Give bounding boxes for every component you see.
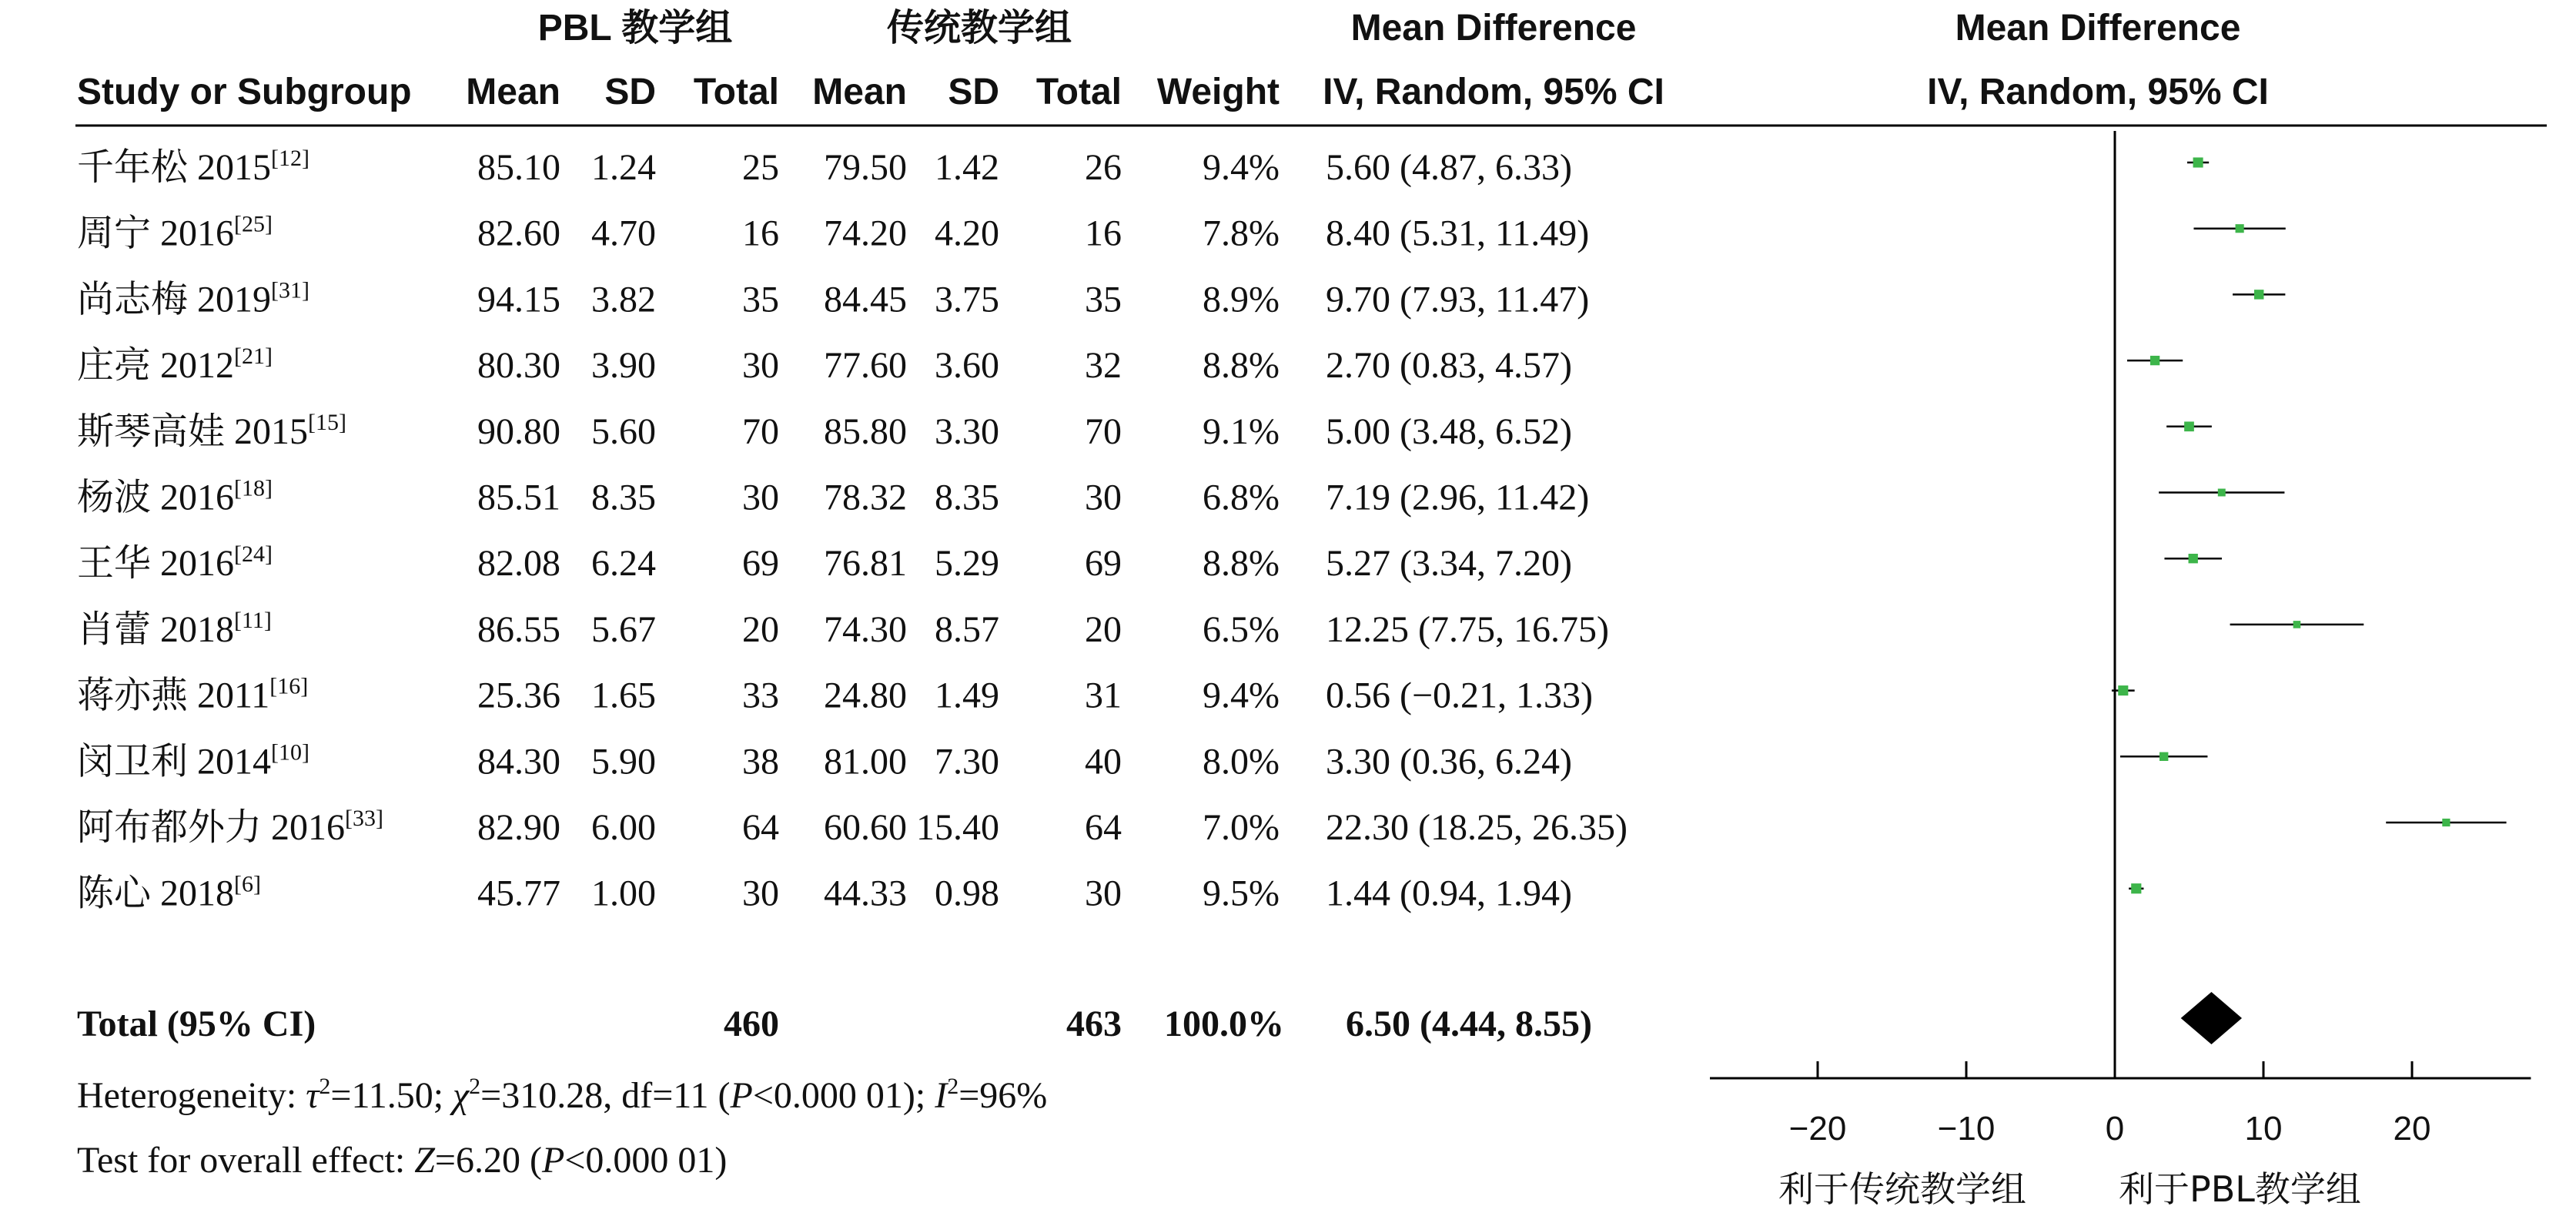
md-method-header: IV, Random, 95% CI [1323, 72, 1664, 112]
study-ci: 7.19 (2.96, 11.42) [1326, 477, 1590, 518]
col-mean2-header: Mean [812, 72, 907, 112]
overall-effect-text: Test for overall effect: Z=6.20 (P<0.000 01) [77, 1140, 728, 1181]
study-rows [77, 146, 1628, 914]
study-name: 肖蕾 2018[11] [77, 607, 272, 650]
study-weight: 7.8% [1203, 213, 1280, 254]
study-ci: 3.30 (0.36, 6.24) [1326, 741, 1572, 782]
study-weight: 8.8% [1203, 345, 1280, 387]
study-sd1: 6.00 [591, 807, 656, 848]
study-mean2: 76.81 [824, 543, 907, 585]
study-sd2: 5.29 [935, 543, 999, 585]
study-total1: 20 [742, 608, 779, 650]
forest-plot-area [1710, 131, 2531, 1148]
total-label: Total (95% CI) [77, 1004, 316, 1044]
study-mean1: 82.08 [477, 543, 560, 585]
x-tick-label: 20 [2393, 1110, 2431, 1148]
total-ci: 6.50 (4.44, 8.55) [1346, 1004, 1592, 1044]
study-sd1: 1.24 [591, 147, 656, 188]
study-point-estimate [2254, 290, 2263, 299]
study-mean1: 94.15 [477, 279, 560, 320]
study-point-estimate [2293, 621, 2301, 628]
study-row [77, 739, 1572, 782]
study-ci: 2.70 (0.83, 4.57) [1326, 345, 1572, 387]
col-total1-header: Total [693, 72, 779, 112]
study-mean1: 85.51 [477, 477, 560, 518]
study-sd2: 8.57 [935, 608, 999, 650]
total-weight: 100.0% [1164, 1004, 1284, 1044]
study-ci: 5.60 (4.87, 6.33) [1326, 147, 1572, 188]
study-row [77, 277, 1589, 320]
study-sd2: 7.30 [935, 741, 999, 782]
x-tick-label: 0 [2105, 1110, 2125, 1148]
study-mean2: 79.50 [824, 147, 907, 188]
md-title-header: Mean Difference [1350, 8, 1637, 49]
study-sd1: 5.67 [591, 608, 656, 650]
study-sd2: 0.98 [935, 873, 999, 914]
study-name: 阿布都外力 2016[33] [77, 806, 383, 848]
study-point-estimate [2131, 883, 2141, 893]
study-row [77, 410, 1572, 452]
study-total1: 25 [742, 147, 779, 188]
study-total2: 16 [1085, 213, 1122, 254]
study-total1: 64 [742, 807, 779, 848]
study-ci: 9.70 (7.93, 11.47) [1326, 279, 1590, 320]
study-weight: 6.5% [1203, 608, 1280, 650]
study-mean2: 84.45 [824, 279, 907, 320]
study-total2: 70 [1085, 410, 1122, 452]
study-total2: 30 [1085, 477, 1122, 518]
study-ci: 22.30 (18.25, 26.35) [1326, 807, 1628, 848]
col-study-header: Study or Subgroup [77, 72, 412, 112]
study-mean1: 85.10 [477, 147, 560, 188]
study-mean1: 45.77 [477, 873, 560, 914]
study-total1: 16 [742, 213, 779, 254]
study-row [77, 343, 1572, 386]
study-mean2: 74.30 [824, 608, 907, 650]
study-row [77, 212, 1589, 254]
study-mean2: 24.80 [824, 675, 907, 716]
study-mean1: 82.60 [477, 213, 560, 254]
study-point-estimate [2193, 157, 2203, 167]
x-tick-label: 10 [2244, 1110, 2283, 1148]
study-point-estimate [2189, 554, 2198, 563]
col-mean1-header: Mean [466, 72, 560, 112]
favours-control-label: 利于传统教学组 [1778, 1168, 2026, 1210]
study-row [77, 674, 1593, 716]
group1-header: PBL 教学组 [537, 8, 733, 49]
study-total1: 35 [742, 279, 779, 320]
study-mean2: 78.32 [824, 477, 907, 518]
study-total2: 32 [1085, 345, 1122, 387]
study-ci: 5.27 (3.34, 7.20) [1326, 543, 1572, 585]
study-sd2: 3.30 [935, 410, 999, 452]
col-sd2-header: SD [948, 72, 999, 112]
study-ci: 8.40 (5.31, 11.49) [1326, 213, 1590, 254]
study-total1: 30 [742, 873, 779, 914]
study-sd2: 3.60 [935, 345, 999, 387]
study-total2: 26 [1085, 147, 1122, 188]
study-total1: 38 [742, 741, 779, 782]
plot-method-header: IV, Random, 95% CI [1927, 72, 2269, 112]
study-name: 王华 2016[24] [77, 541, 273, 585]
plot-title-header: Mean Difference [1955, 8, 2241, 49]
study-sd1: 8.35 [591, 477, 656, 518]
study-sd1: 4.70 [591, 213, 656, 254]
study-sd1: 5.60 [591, 410, 656, 452]
study-sd1: 3.90 [591, 345, 656, 387]
study-sd2: 15.40 [916, 807, 999, 848]
study-ci: 12.25 (7.75, 16.75) [1326, 608, 1609, 650]
x-tick-label: −10 [1937, 1110, 1996, 1148]
study-weight: 7.0% [1203, 807, 1280, 848]
study-name: 千年松 2015[12] [77, 146, 309, 188]
study-total1: 33 [742, 675, 779, 716]
study-sd2: 1.49 [935, 675, 999, 716]
col-sd1-header: SD [604, 72, 656, 112]
study-total2: 31 [1085, 675, 1122, 716]
study-total2: 64 [1085, 807, 1122, 848]
study-name: 陈心 2018[6] [77, 871, 261, 914]
study-total2: 69 [1085, 543, 1122, 585]
total-n1: 460 [724, 1004, 779, 1044]
study-total2: 30 [1085, 873, 1122, 914]
study-ci: 0.56 (−0.21, 1.33) [1326, 675, 1594, 716]
study-mean2: 85.80 [824, 410, 907, 452]
study-name: 蒋亦燕 2011[16] [77, 673, 309, 716]
pooled-effect-diamond [2181, 992, 2242, 1044]
col-weight-header: Weight [1156, 72, 1280, 112]
study-sd2: 3.75 [935, 279, 999, 320]
study-point-estimate [2184, 421, 2194, 431]
heterogeneity-text: Heterogeneity: $\tau^2=11.50$; $\chi^2=310.28$, df=11 (P<0.000 01); $I^2=96\%$ [77, 1074, 1048, 1116]
study-sd2: 8.35 [935, 477, 999, 518]
study-row [77, 872, 1572, 914]
study-ci: 5.00 (3.48, 6.52) [1326, 410, 1572, 452]
study-name: 周宁 2016[25] [77, 211, 273, 254]
study-mean1: 80.30 [477, 345, 560, 387]
study-point-estimate [2442, 819, 2450, 826]
group2-header: 传统教学组 [886, 8, 1072, 49]
study-weight: 6.8% [1203, 477, 1280, 518]
study-name: 斯琴高娃 2015[15] [77, 409, 346, 452]
study-sd1: 3.82 [591, 279, 656, 320]
study-weight: 8.9% [1203, 279, 1280, 320]
study-row [77, 608, 1609, 650]
study-sd1: 1.00 [591, 873, 656, 914]
x-tick-label: −20 [1788, 1110, 1847, 1148]
study-total1: 30 [742, 477, 779, 518]
study-row [77, 476, 1589, 518]
study-mean2: 44.33 [824, 873, 907, 914]
study-row [77, 541, 1572, 584]
study-mean1: 84.30 [477, 741, 560, 782]
study-mean2: 81.00 [824, 741, 907, 782]
study-mean2: 77.60 [824, 345, 907, 387]
study-point-estimate [2218, 489, 2226, 497]
study-weight: 8.8% [1203, 543, 1280, 585]
study-weight: 9.1% [1203, 410, 1280, 452]
study-sd1: 6.24 [591, 543, 656, 585]
study-sd2: 1.42 [935, 147, 999, 188]
study-weight: 9.5% [1203, 873, 1280, 914]
study-total2: 40 [1085, 741, 1122, 782]
study-point-estimate [2150, 356, 2159, 365]
study-row [77, 806, 1628, 848]
col-total2-header: Total [1035, 72, 1122, 112]
study-name: 庄亮 2012[21] [77, 343, 273, 387]
study-name: 杨波 2016[18] [77, 475, 273, 518]
study-weight: 9.4% [1203, 675, 1280, 716]
study-total1: 30 [742, 345, 779, 387]
study-mean1: 82.90 [477, 807, 560, 848]
study-sd1: 1.65 [591, 675, 656, 716]
study-mean1: 25.36 [477, 675, 560, 716]
study-name: 闵卫利 2014[10] [77, 739, 309, 782]
study-ci: 1.44 (0.94, 1.94) [1326, 873, 1572, 914]
study-point-estimate [2236, 224, 2244, 233]
study-total2: 20 [1085, 608, 1122, 650]
total-n2: 463 [1066, 1004, 1122, 1044]
favours-pbl-label: 利于PBL教学组 [2119, 1168, 2361, 1210]
study-sd1: 5.90 [591, 741, 656, 782]
study-mean1: 86.55 [477, 608, 560, 650]
study-sd2: 4.20 [935, 213, 999, 254]
study-mean2: 60.60 [824, 807, 907, 848]
study-point-estimate [2159, 752, 2168, 761]
study-name: 尚志梅 2019[31] [77, 277, 309, 320]
study-row [77, 146, 1572, 188]
study-mean1: 90.80 [477, 410, 560, 452]
study-weight: 9.4% [1203, 147, 1280, 188]
study-total2: 35 [1085, 279, 1122, 320]
study-total1: 69 [742, 543, 779, 585]
study-weight: 8.0% [1203, 741, 1280, 782]
study-mean2: 74.20 [824, 213, 907, 254]
study-total1: 70 [742, 410, 779, 452]
study-point-estimate [2118, 685, 2128, 695]
